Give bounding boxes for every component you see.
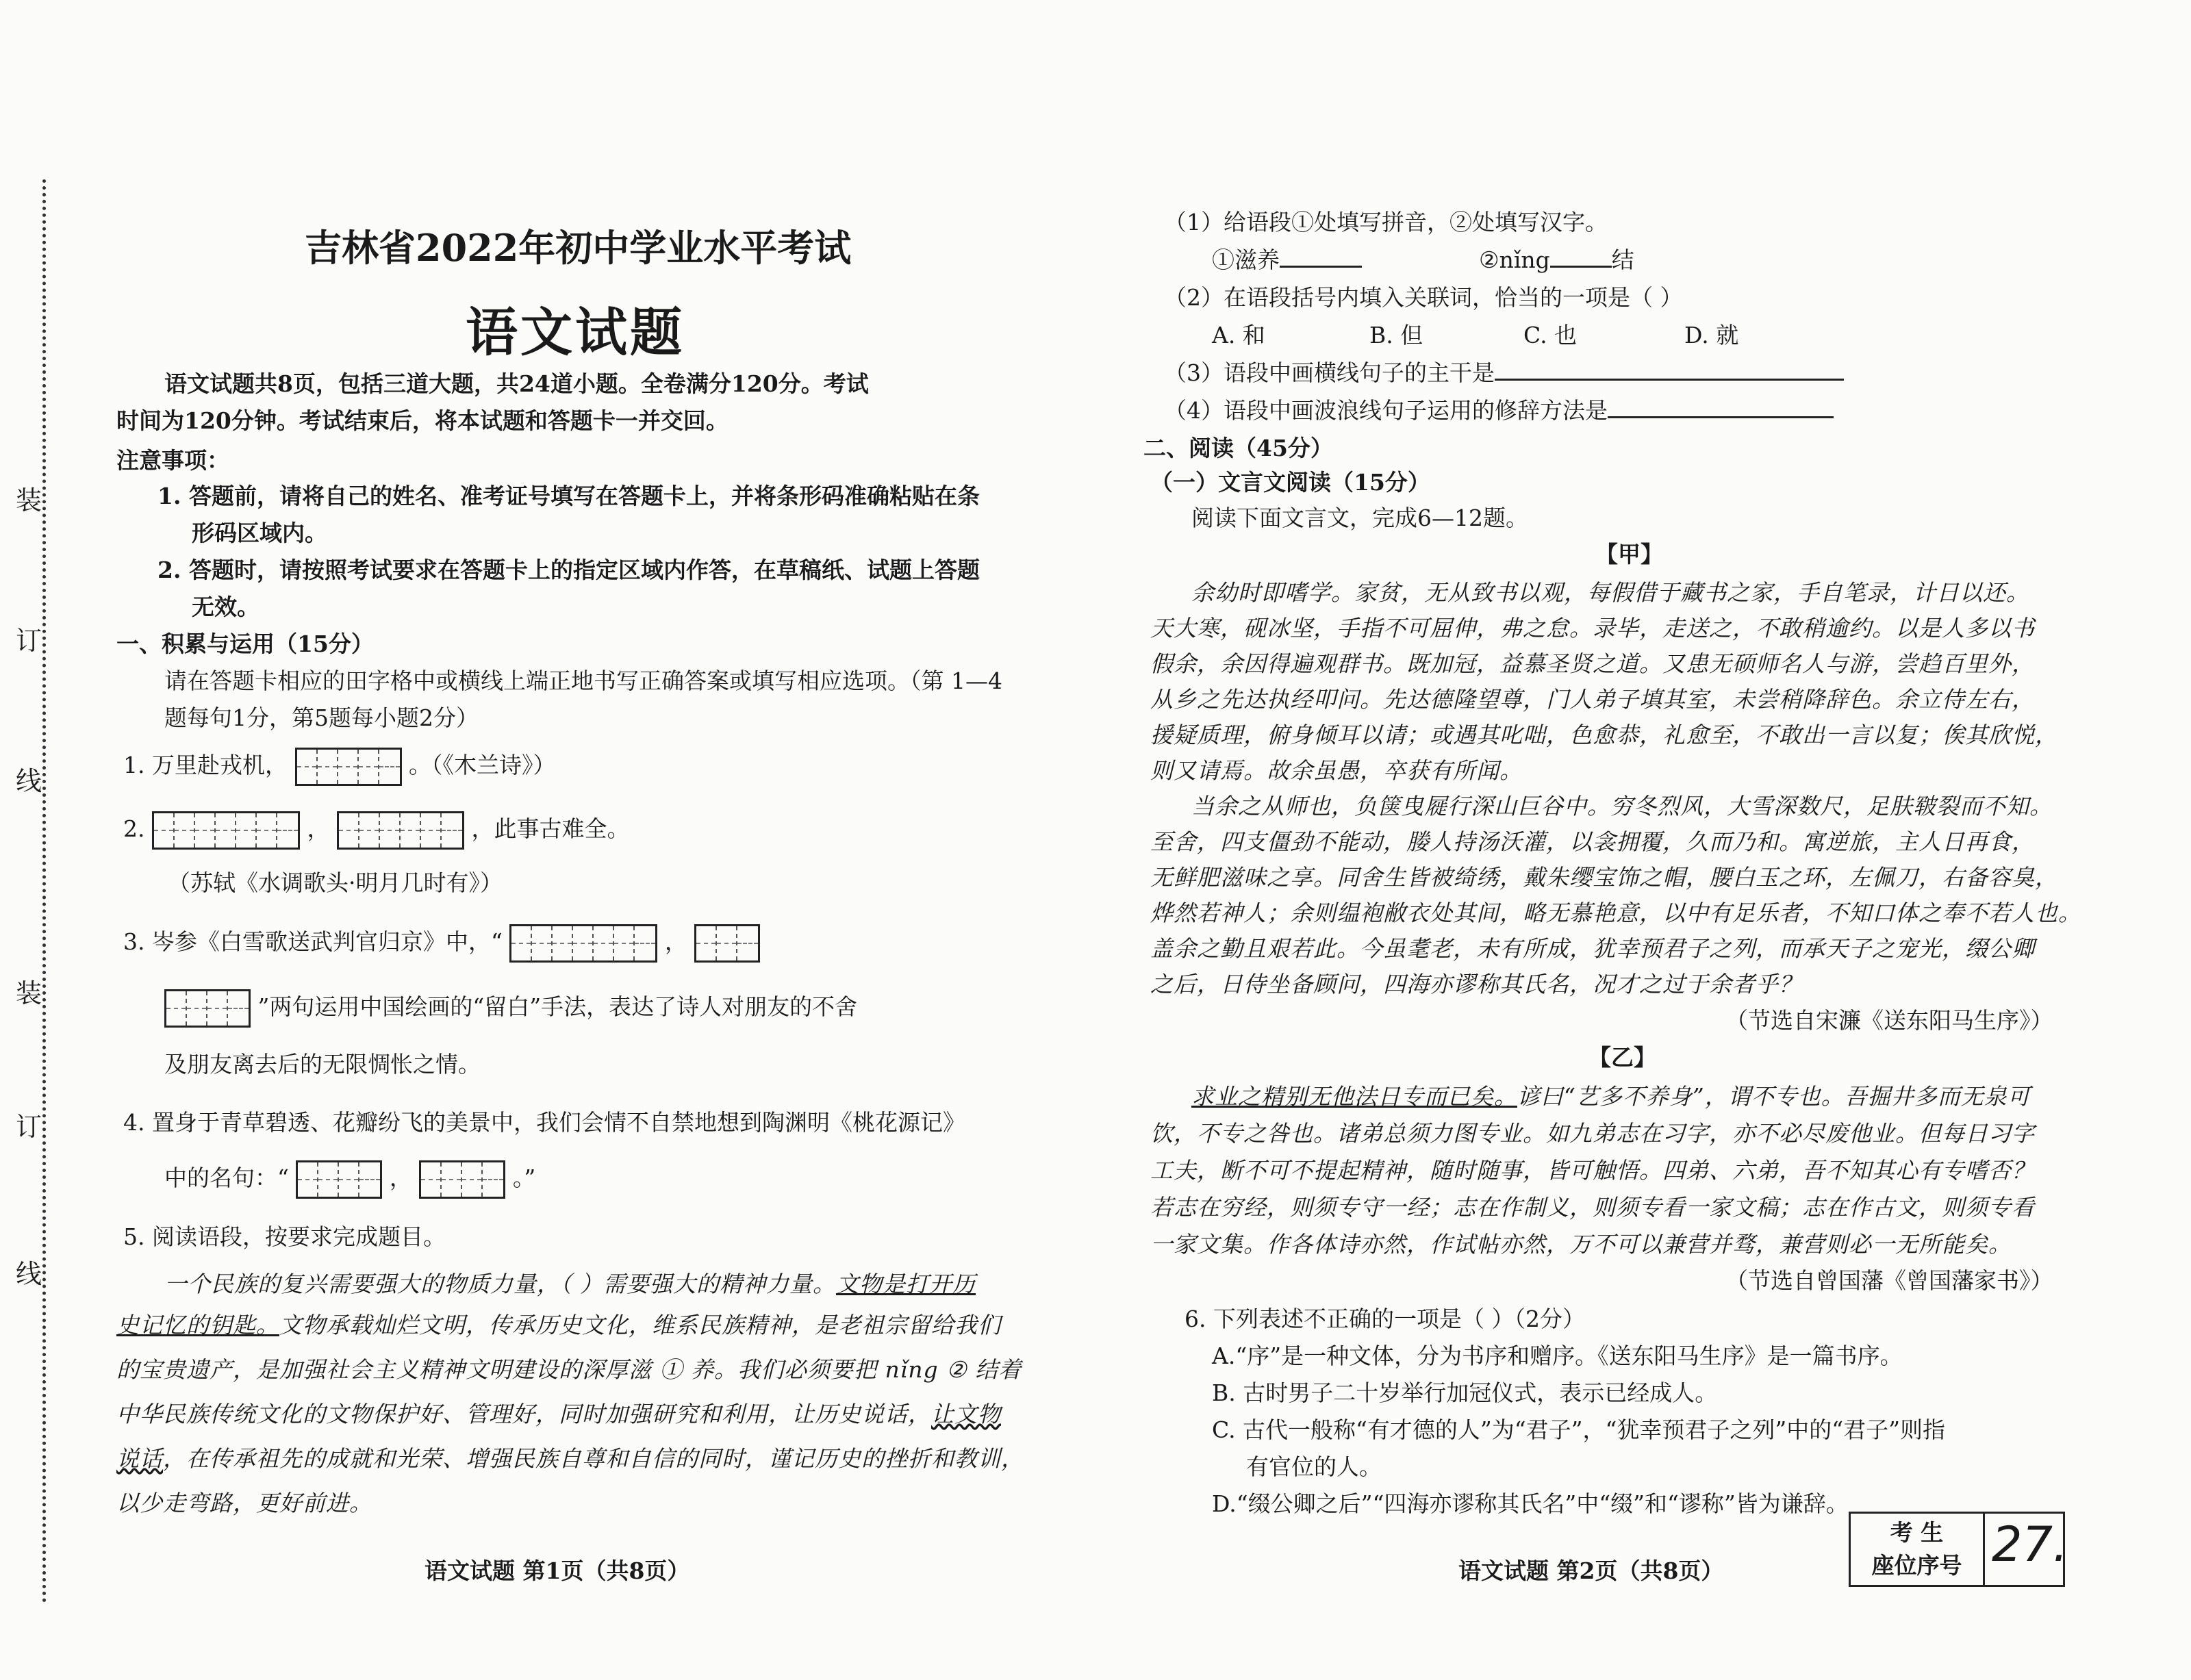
classical-line: 则又请焉。故余虽愚，卒获有所闻。	[1150, 757, 1523, 784]
classical-line: 从乡之先达执经叩问。先达德隆望尊，门人弟子填其室，未尝稍降辞色。余立侍左右，	[1150, 686, 2035, 713]
question-3-cont	[164, 989, 857, 1028]
subquestion-blanks	[1212, 243, 1634, 277]
notice-item: 1. 答题前，请将自己的姓名、准考证号填写在答题卡上，并将条形码准确粘贴在条	[157, 483, 980, 509]
question-4	[123, 1106, 965, 1140]
option: 有官位的人。	[1246, 1453, 1382, 1480]
question-text: ，	[664, 928, 687, 955]
section-instructions: 题每句1分，第5题每小题2分）	[164, 704, 479, 731]
subquestion	[1164, 394, 1834, 428]
notice-item: 2. 答题时，请按照考试要求在答题卡上的指定区域内作答，在草稿纸、试题上答题	[157, 557, 980, 583]
option: A. 和	[1212, 322, 1265, 348]
answer-blank[interactable]	[1550, 266, 1612, 268]
question-text: 万里赴戎机，	[152, 752, 288, 778]
classical-line: 饮，不专之咎也。诸弟总须力图专业。如九弟志在习字，亦不必尽废他业。但每日习字	[1150, 1120, 2035, 1147]
blank-label: ②nǐng	[1479, 246, 1550, 273]
underlined-sentence: 求业之精别无他法日专而已矣。	[1191, 1083, 1517, 1110]
classical-line: 盖余之勤且艰若此。今虽耄老，未有所成，犹幸预君子之列，而承天子之宠光，缀公卿	[1150, 935, 2035, 962]
passage-source: （节选自曾国藩《曾国藩家书》）	[1725, 1267, 2053, 1294]
question-source: （苏轼《水调歌头·明月几时有》）	[168, 869, 503, 896]
notice-item: 无效。	[192, 594, 259, 620]
answer-blank[interactable]	[1495, 379, 1844, 381]
classical-line: 天大寒，砚冰坚，手指不可屈伸，弗之怠。录毕，走送之，不敢稍逾约。以是人多以书	[1150, 615, 2035, 641]
section-heading: 一、积累与运用（15分）	[116, 631, 374, 657]
binding-label: 订	[15, 626, 42, 656]
binding-dotted-line	[42, 179, 46, 1603]
passage-source: （节选自宋濂《送东阳马生序》）	[1725, 1007, 2053, 1034]
option: C. 也	[1523, 322, 1578, 348]
question-text: 。”	[512, 1164, 536, 1191]
question-5	[123, 1220, 446, 1254]
question-text: 置身于青草碧透、花瓣纷飞的美景中，我们会情不自禁地想到陶渊明《桃花源记》	[152, 1109, 965, 1136]
question-text: 岑参《白雪歌送武判官归京》中，“	[152, 928, 503, 955]
subject-title: 语文试题	[466, 302, 685, 363]
classical-line: 工夫，断不可不提起精神，随时随事，皆可触悟。四弟、六弟，吾不知其心有专嗜否？	[1150, 1157, 2035, 1184]
question-4-cont	[164, 1160, 535, 1199]
question-text: ，	[307, 815, 330, 842]
binding-label: 装	[15, 485, 42, 516]
classical-line: 余幼时即嗜学。家贫，无从致书以观，每假借于藏书之家，手自笔录，计日以还。	[1191, 579, 2029, 606]
passage-heading: 【甲】	[1595, 541, 1663, 568]
answer-grid[interactable]	[337, 811, 464, 850]
classical-line	[1191, 1079, 2031, 1111]
answer-grid[interactable]	[152, 811, 300, 850]
classical-line: 至舍，四支僵劲不能动，媵人持汤沃灌，以衾拥覆，久而乃和。寓逆旅，主人日再食，	[1150, 828, 2035, 855]
answer-grid[interactable]	[164, 989, 251, 1028]
binding-label: 线	[15, 766, 42, 796]
answer-grid[interactable]	[694, 924, 760, 963]
question-text: 阅读语段，按要求完成题目。	[152, 1223, 446, 1250]
question-number: 2.	[123, 815, 145, 842]
option: B. 古时男子二十岁举行加冠仪式，表示已经成人。	[1212, 1379, 1718, 1406]
question-text: ”两句运用中国绘画的“留白”手法，表达了诗人对朋友的不舍	[257, 993, 858, 1020]
section-heading: 二、阅读（45分）	[1143, 435, 1333, 461]
option: B. 但	[1369, 322, 1423, 348]
subquestion: （2）在语段括号内填入关联词，恰当的一项是（ ）	[1164, 284, 1683, 311]
notice-item: 形码区域内。	[192, 520, 327, 546]
seat-label-line: 考 生	[1890, 1519, 1944, 1546]
question-text: 中的名句：“	[164, 1164, 289, 1191]
subquestion	[1164, 356, 1844, 390]
subquestion-text: （4）语段中画波浪线句子运用的修辞方法是	[1164, 397, 1608, 424]
intro-line: 时间为120分钟。考试结束后，将本试题和答题卡一并交回。	[116, 407, 729, 434]
intro-line: 语文试题共8页，包括三道大题，共24道小题。全卷满分120分。考试	[164, 370, 869, 397]
underlined-sentence: 史记忆的钥匙。	[116, 1312, 279, 1338]
classical-line: 之后，日侍坐备顾问，四海亦谬称其氏名，况才之过于余者乎？	[1150, 971, 1802, 997]
question-6: 6. 下列表述不正确的一项是（ ）（2分）	[1185, 1306, 1585, 1332]
notice-heading: 注意事项：	[116, 447, 229, 474]
classical-text: 谚曰“艺多不养身”，谓不专也。吾掘井多而无泉可	[1517, 1083, 2031, 1110]
blank-label: 结	[1611, 246, 1634, 273]
subquestion-text: （3）语段中画横线句子的主干是	[1164, 359, 1495, 386]
section-instructions: 请在答题卡相应的田字格中或横线上端正地书写正确答案或填写相应选项。（第 1—4	[164, 667, 1002, 694]
classical-line: 假余，余因得遍观群书。既加冠，益慕圣贤之道。又患无硕师名人与游，尝趋百里外，	[1150, 650, 2035, 677]
subquestion: （1）给语段①处填写拼音，②处填写汉字。	[1164, 209, 1608, 236]
wavy-sentence: 说话	[116, 1445, 163, 1472]
section-instructions: 阅读下面文言文，完成6—12题。	[1191, 505, 1528, 531]
binding-label: 装	[15, 978, 42, 1008]
classical-line: 烨然若神人；余则缊袍敝衣处其间，略无慕艳意，以中有足乐者，不知口体之奉不若人也。	[1150, 900, 2081, 926]
blank-label: ①滋养	[1212, 246, 1280, 273]
page-footer: 语文试题 第1页（共8页）	[425, 1557, 690, 1584]
passage-line	[164, 1267, 976, 1299]
passage-text: ，在传承祖先的成就和光荣、增强民族自尊和自信的同时，谨记历史的挫折和教训，	[163, 1445, 1024, 1472]
passage-line: 的宝贵遗产，是加强社会主义精神文明建设的深厚滋 ① 养。我们必须要把 nǐng ② 结着	[116, 1356, 1022, 1383]
answer-blank[interactable]	[1608, 416, 1834, 418]
seat-label	[1851, 1514, 1985, 1585]
passage-text: 中华民族传统文化的文物保护好、管理好，同时加强研究和利用，让历史说话，	[116, 1401, 931, 1427]
question-text: 及朋友离去后的无限惆怅之情。	[164, 1051, 481, 1078]
passage-heading: 【乙】	[1588, 1044, 1656, 1071]
classical-line: 一家文集。作各体诗亦然，作试帖亦然，万不可以兼营并骛，兼营则必一无所能矣。	[1150, 1231, 2012, 1258]
subsection-heading: （一）文言文阅读（15分）	[1150, 469, 1430, 496]
underlined-sentence: 文物是打开历	[836, 1271, 976, 1297]
seat-number: 27.	[1992, 1516, 2068, 1573]
passage-line	[116, 1308, 1001, 1340]
classical-line: 当余之从师也，负箧曳屣行深山巨谷中。穷冬烈风，大雪深数尺，足肤皲裂而不知。	[1191, 793, 2053, 819]
passage-text: 文物承载灿烂文明，传承历史文化，维系民族精神，是老祖宗留给我们	[279, 1312, 1001, 1338]
binding-label: 线	[15, 1259, 42, 1289]
question-1	[123, 748, 556, 786]
option: A.“序”是一种文体，分为书序和赠序。《送东阳马生序》是一篇书序。	[1212, 1342, 1903, 1369]
classical-line: 无鲜肥滋味之享。同舍生皆被绮绣，戴朱缨宝饰之帽，腰白玉之环，左佩刀，右备容臭，	[1150, 864, 2058, 891]
seat-number-box	[1849, 1512, 2068, 1587]
question-number: 1.	[123, 752, 145, 778]
question-2	[123, 811, 630, 850]
answer-grid[interactable]	[295, 748, 402, 786]
option: C. 古代一般称“有才德的人”为“君子”，“犹幸预君子之列”中的“君子”则指	[1212, 1416, 1946, 1443]
answer-grid[interactable]	[296, 1160, 382, 1199]
answer-grid[interactable]	[419, 1160, 505, 1199]
question-3	[123, 924, 760, 963]
option: D.“缀公卿之后”“四海亦谬称其氏名”中“缀”和“谬称”皆为谦辞。	[1212, 1490, 1849, 1517]
wavy-sentence: 让文物	[931, 1401, 1001, 1427]
passage-line	[116, 1441, 1024, 1473]
option: D. 就	[1684, 322, 1739, 348]
question-number: 3.	[123, 928, 145, 955]
question-number: 5.	[123, 1223, 145, 1250]
seat-label-line: 座位序号	[1871, 1552, 1962, 1579]
classical-line: 援疑质理，俯身倾耳以请；或遇其叱咄，色愈恭，礼愈至，不敢出一言以复；俟其欣悦，	[1150, 722, 2058, 748]
question-text: ，此事古难全。	[471, 815, 630, 842]
passage-text: 一个民族的复兴需要强大的物质力量，（ ）需要强大的精神力量。	[164, 1271, 836, 1297]
passage-line	[116, 1397, 1001, 1429]
answer-grid[interactable]	[509, 924, 657, 963]
answer-blank[interactable]	[1280, 266, 1362, 268]
question-number: 4.	[123, 1109, 145, 1136]
question-text: 。（《木兰诗》）	[409, 752, 556, 778]
question-text: ，	[389, 1164, 412, 1191]
page-footer: 语文试题 第2页（共8页）	[1458, 1557, 1724, 1584]
binding-label: 订	[15, 1112, 42, 1142]
passage-line: 以少走弯路，更好前进。	[116, 1490, 372, 1516]
exam-title: 吉林省2022年初中学业水平考试	[305, 226, 852, 270]
classical-line: 若志在穷经，则须专守一经；志在作制义，则须专看一家文稿；志在作古文，则须专看	[1150, 1194, 2035, 1221]
